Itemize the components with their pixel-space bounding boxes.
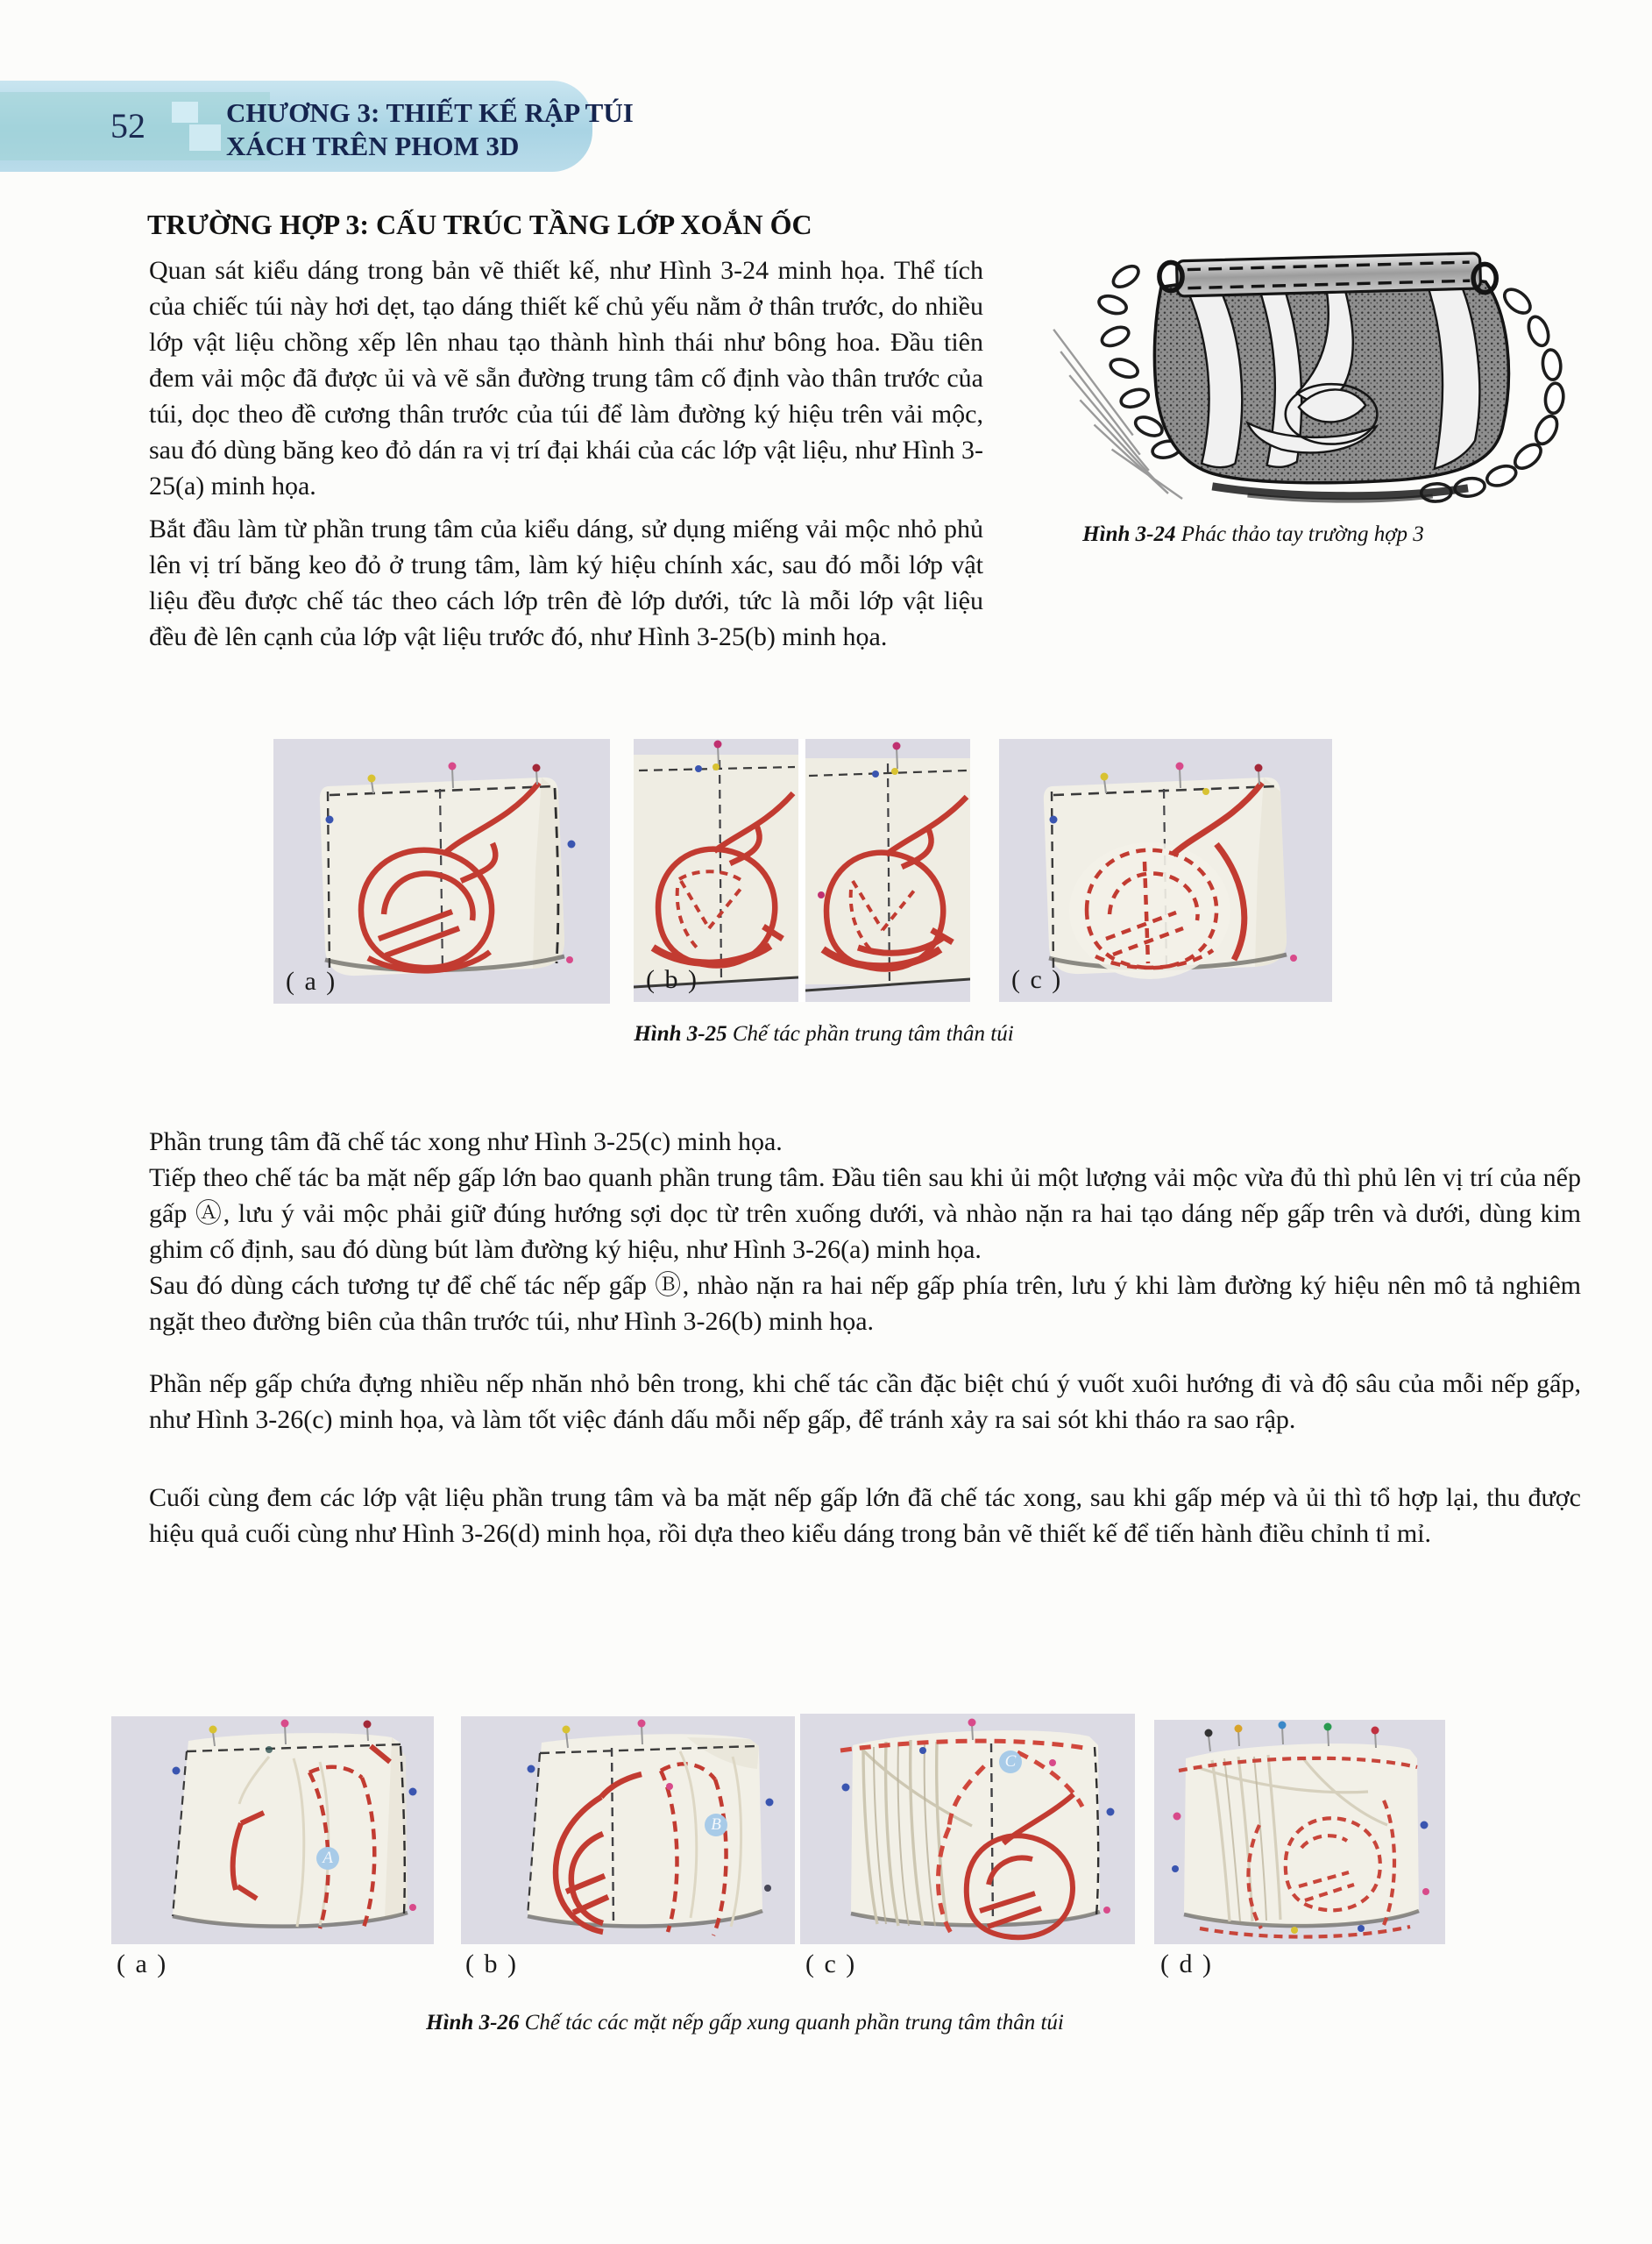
page-number: 52 <box>110 106 145 146</box>
figure-3-25-caption <box>35 1022 1613 1047</box>
paragraph-1: Quan sát kiểu dáng trong bản vẽ thiết kế, như Hình 3-24 minh họa. Thể tích của chiếc túi này hơi dẹt, tạo dáng thiết kế chủ yếu nằm ở thân trước, do nhiều lớp vật liệu chồng xếp lên nhau tạo thành hình thái như bông hoa. Đầu tiên đem vải mộc đã được ủi và vẽ sẵn đường trung tâm cố định vào thân trước của túi, dọc theo đề cương thân trước của túi để làm đường ký hiệu trên vải mộc, sau đó dùng băng keo đỏ dán ra vị trí đại khái của các lớp vật liệu, như Hình 3-25(a) minh họa. <box>149 256 983 501</box>
figure-3-26-caption <box>0 2011 1490 2035</box>
figure-3-26-photo-d <box>1154 1720 1445 1944</box>
figure-3-25-photo-b <box>634 739 970 1002</box>
paragraph-7: Cuối cùng đem các lớp vật liệu phần trung tâm và ba mặt nếp gấp lớn đã chế tác xong, sau khi gấp mép và ủi thì tổ hợp lại, thu được hiệu quả cuối cùng như Hình 3-26(d) minh họa, rồi dựa theo kiểu dáng trong bản vẽ thiết kế để tiến hành điều chỉnh tỉ mỉ. <box>149 1483 1581 1548</box>
paragraph-2: Bắt đầu làm từ phần trung tâm của kiểu dáng, sử dụng miếng vải mộc nhỏ phủ lên vị trí băng keo đỏ ở trung tâm, làm ký hiệu chính xác, sau đó mỗi lớp vật liệu đều được chế tác theo cách lớp trên đè lớp dưới, tức là mỗi lớp vật liệu đều đè lên cạnh của lớp vật liệu trước đó, như Hình 3-25(b) minh họa. <box>149 515 983 651</box>
chapter-title-line1: CHƯƠNG 3: THIẾT KẾ RẬP TÚI <box>226 97 634 128</box>
figure-3-26-photo-c <box>800 1714 1135 1944</box>
intro-column <box>149 252 983 662</box>
figure-3-26-label: Hình 3-26 <box>426 2011 520 2035</box>
paragraph-5: Sau đó dùng cách tương tự để chế tác nếp gấp Ⓑ, nhào nặn ra hai nếp gấp phía trên, lưu ý khi làm đường ký hiệu nên mô tả nghiêm ngặt theo đường biên của thân trước túi, như Hình 3-26(b) minh họa. <box>149 1271 1581 1336</box>
figure-3-25-sublabel-a: ( a ) <box>286 967 337 996</box>
figure-3-26-caption-text: Chế tác các mặt nếp gấp xung quanh phần trung tâm thân túi <box>519 2011 1064 2035</box>
photo-b-left <box>634 739 798 1002</box>
figure-3-24-caption <box>999 522 1507 547</box>
photo-a-graphic <box>273 739 610 1004</box>
pleat-badge-c: C <box>999 1750 1022 1773</box>
figure-3-25-sublabel-b: ( b ) <box>646 965 698 994</box>
photo-b-right <box>805 739 970 1002</box>
handbag-sketch-drawing <box>1027 205 1609 507</box>
photo-c-graphic <box>999 739 1332 1002</box>
figure-3-25-caption-text: Chế tác phần trung tâm thân túi <box>727 1022 1014 1046</box>
figure-3-26-photo-b <box>461 1716 795 1944</box>
pleat-badge-b: B <box>705 1814 727 1836</box>
figure-3-24-sketch <box>1027 205 1609 507</box>
header-decor-square <box>172 102 198 123</box>
paragraph-6: Phần nếp gấp chứa đựng nhiều nếp nhăn nhỏ bên trong, khi chế tác cần đặc biệt chú ý vuốt xuôi hướng đi và độ sâu của mỗi nếp gấp, như Hình 3-26(c) minh họa, và làm tốt việc đánh dấu mỗi nếp gấp, để tránh xảy ra sai sót khi tháo ra sao rập. <box>149 1369 1581 1434</box>
header-decor-square <box>189 124 221 151</box>
figure-3-25-sublabel-c: ( c ) <box>1011 965 1063 994</box>
sketch-clasp-bar <box>1177 253 1481 296</box>
figure-3-26-sublabel-b: ( b ) <box>465 1949 518 1978</box>
paragraph-3: Phần trung tâm đã chế tác xong như Hình 3-25(c) minh họa. <box>149 1127 783 1156</box>
figure-3-24-caption-text: Phác thảo tay trường hợp 3 <box>1175 522 1424 546</box>
figure-3-24-label: Hình 3-24 <box>1082 522 1176 546</box>
pleat-badge-a: A <box>316 1847 339 1870</box>
figure-3-25-photo-a <box>273 739 610 1004</box>
figure-3-26-sublabel-c: ( c ) <box>805 1949 857 1978</box>
figure-3-26-sublabel-a: ( a ) <box>117 1949 168 1978</box>
section-heading: TRƯỜNG HỢP 3: CẤU TRÚC TẦNG LỚP XOẮN ỐC <box>147 209 812 240</box>
figure-3-26-photo-a <box>111 1716 434 1944</box>
figure-3-25-photo-c <box>999 739 1332 1002</box>
paragraph-4: Tiếp theo chế tác ba mặt nếp gấp lớn bao quanh phần trung tâm. Đầu tiên sau khi ủi một lượng vải mộc vừa đủ thì phủ lên vị trí của nếp gấp Ⓐ, lưu ý vải mộc phải giữ đúng hướng sợi dọc từ trên xuống dưới, và nhào nặn ra hai tạo dáng nếp gấp trên và dưới, dùng kim ghim cố định, sau đó dùng bút làm đường ký hiệu, như Hình 3-26(a) minh họa. <box>149 1163 1581 1264</box>
chapter-title <box>226 96 634 163</box>
figure-3-26-sublabel-d: ( d ) <box>1160 1949 1213 1978</box>
chapter-title-line2: XÁCH TRÊN PHOM 3D <box>226 131 520 161</box>
figure-3-25-label: Hình 3-25 <box>634 1022 727 1046</box>
body-text-block <box>149 1124 1581 1552</box>
